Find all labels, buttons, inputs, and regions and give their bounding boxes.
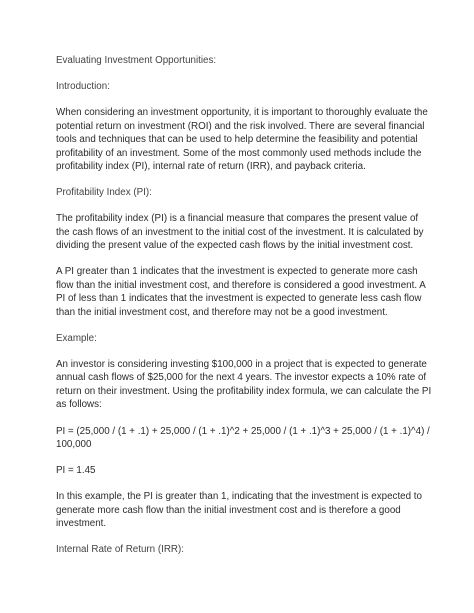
pi-result: PI = 1.45 bbox=[56, 465, 96, 477]
introduction-paragraph: When considering an investment opportunity, it is important to thoroughly evaluate the potential return on investment (ROI) and the risk involved. There are several financial tools and techniques that can be used to help determine the feasibility and potential profitability of an investment. Some of the most commonly used methods include the profitability index (PI), internal rate of return (IRR), and payback criteria. bbox=[56, 107, 428, 173]
profitability-index-heading: Profitability Index (PI): bbox=[56, 187, 152, 199]
example-heading: Example: bbox=[56, 332, 97, 344]
conclusion-paragraph: In this example, the PI is greater than 1, indicating that the investment is expected to generate more cash flow than the initial investment cost and is therefore a good investment. bbox=[56, 491, 422, 530]
pi-formula: PI = (25,000 / (1 + .1) + 25,000 / (1 + .1)^2 + 25,000 / (1 + .1)^3 + 25,000 / (1 + .1)^4) / 100,000 bbox=[56, 425, 430, 450]
pi-definition-paragraph: The profitability index (PI) is a financial measure that compares the present value of the cash flows of an investment to the initial cost of the investment. It is calculated by dividing the present value of the expected cash flows by the initial investment cost. bbox=[56, 213, 424, 252]
example-paragraph: An investor is considering investing $100,000 in a project that is expected to generate annual cash flows of $25,000 for the next 4 years. The investor expects a 10% rate of return on their investment. Using the profitability index formula, we can calculate the PI as follows: bbox=[56, 359, 432, 411]
irr-heading: Internal Rate of Return (IRR): bbox=[56, 544, 184, 556]
pi-interpretation-paragraph: A PI greater than 1 indicates that the investment is expected to generate more cash flow than the initial investment cost, and therefore is considered a good investment. A PI of less than 1 indicates that the investment is expected to generate less cash flow than the initial investment cost, and therefore may not be a good investment. bbox=[56, 266, 426, 318]
introduction-heading: Introduction: bbox=[56, 81, 110, 93]
document-title: Evaluating Investment Opportunities: bbox=[56, 55, 217, 66]
document-body bbox=[56, 54, 434, 557]
